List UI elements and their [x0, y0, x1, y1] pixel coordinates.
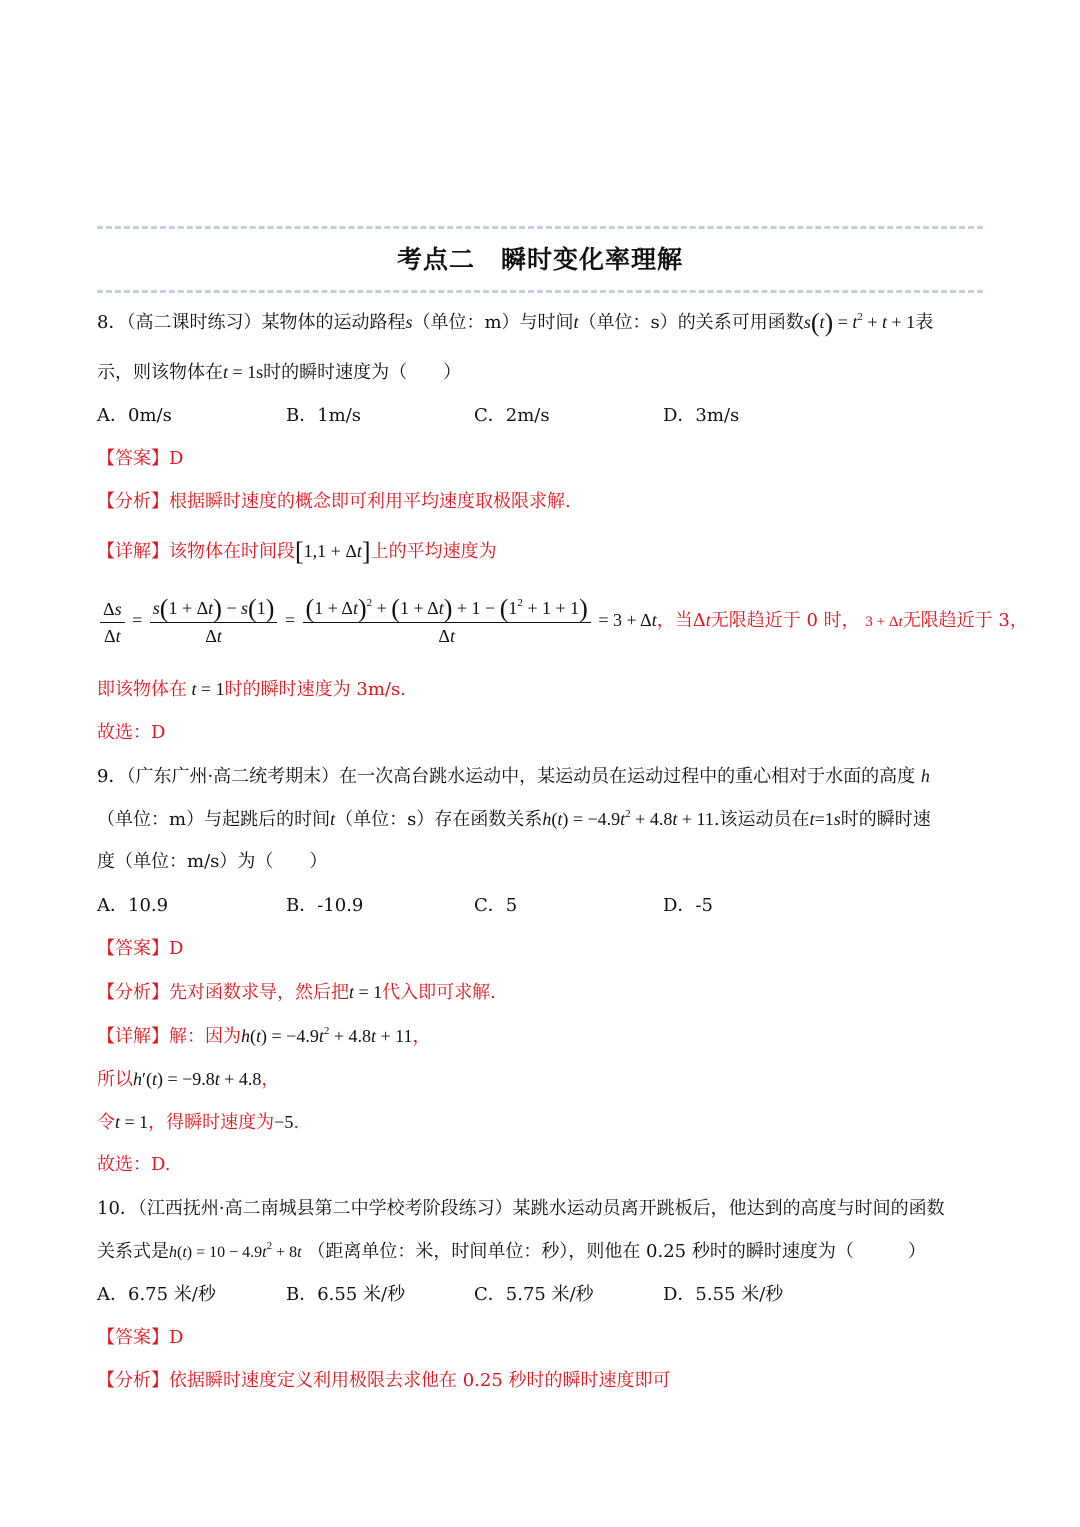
q9-stem-text: （单位：s）存在函数关系 — [335, 809, 543, 830]
q8-function: $s(t) = t^2 + t + 1$ — [803, 308, 916, 337]
q8-detail — [97, 538, 983, 565]
bottom-divider — [97, 290, 983, 293]
q8-detail-text: 【详解】该物体在时间段 — [97, 541, 295, 562]
q8-option-a: A．0m/s — [97, 405, 172, 426]
q10-option-b: B．6.55 米/秒 — [286, 1284, 406, 1305]
q9-detail-text: ， — [412, 1026, 431, 1047]
q9-stem-text: .该运动员在 — [713, 809, 810, 830]
q9-option-c: C．5 — [474, 895, 518, 916]
q9-stem-text: 时的瞬时速 — [840, 809, 931, 830]
q9-stem-line2: （单位：m）与起跳后的时间t（单位：s）存在函数关系$h(t) = -4.9t^2 + 4.8t + 11$.该运动员在t=1s时的瞬时速 — [97, 808, 931, 830]
section-title: 考点二 瞬时变化率理解 — [396, 245, 683, 274]
q9-step3: 令t = 1，得瞬时速度为−5. — [97, 1112, 300, 1133]
q9-choice: 故选：D. — [97, 1154, 171, 1175]
q8-stem-text: 8．（高二课时练习）某物体的运动路程 — [97, 312, 406, 333]
q9-option-b: B．-10.9 — [286, 895, 364, 916]
q8-stem-text: 时的瞬时速度为（ ） — [263, 362, 462, 383]
q8-interval: [1,1 + Δt] — [295, 537, 371, 566]
q10-stem-line1: 10．（江西抚州·高二南城县第二中学校考阶段练习）某跳水运动员离开跳板后，他达到的高度与时间的函数 — [97, 1198, 945, 1219]
q9-function: $h(t) = -4.9t^2 + 4.8t + 11$ — [542, 808, 714, 829]
q9-step-text: 令 — [97, 1112, 115, 1133]
q10-option-a: A．6.75 米/秒 — [97, 1284, 216, 1305]
q8-stem-text: （单位：s）的关系可用函数 — [578, 312, 804, 333]
q9-analysis-text: 代入即可求解. — [382, 982, 496, 1003]
q9-stem-line1: 9．（广东广州·高二统考期末）在一次高台跳水运动中，某运动员在运动过程中的重心相对于水面的高度 h — [97, 766, 930, 787]
q10-stem-line2 — [97, 1239, 983, 1266]
frac-avg-velocity: $\frac{\Delta s}{\Delta t}$ — [100, 596, 125, 649]
q8-formula: $\frac{\Delta s}{\Delta t}$ = $\frac{s(1 + \Delta t) - s(1)}{\Delta t}$ = $\frac{(1 + \Delta t)^2 + (1 + \Delta t) + 1 - (1^2 + 1 + 1)}{\Delta t}$ = 3 + Δt，当Δt无限趋近于 0 时， 3 + Δt无限趋近于 3， — [97, 595, 1028, 649]
q10-answer: 【答案】D — [97, 1327, 184, 1348]
q10-stem-text: 关系式是 — [97, 1241, 169, 1262]
q9-analysis-text: 【分析】先对函数求导，然后把 — [97, 982, 349, 1003]
q8-detail-text: 上的平均速度为 — [370, 541, 497, 562]
q9-step-text: . — [293, 1112, 300, 1133]
q9-detail: 【详解】解：因为$h(t) = -4.9t^2 + 4.8t + 11$， — [97, 1025, 431, 1047]
q8-option-d: D．3m/s — [663, 405, 740, 426]
q10-stem-text: （距离单位：米，时间单位：秒），则他在 0.25 秒时的瞬时速度为（ ） — [307, 1241, 926, 1262]
q10-option-d: D．5.55 米/秒 — [663, 1284, 784, 1305]
q8-stem-line1: 8．（高二课时练习）某物体的运动路程s（单位：m）与时间t（单位：s）的关系可用函数$s(t) = t^2 + t + 1$表 — [97, 308, 934, 337]
q9-answer: 【答案】D — [97, 938, 184, 959]
q8-stem-text: （单位：m）与时间 — [412, 312, 574, 333]
frac-difference-quotient: $\frac{s(1 + \Delta t) - s(1)}{\Delta t}$ — [150, 595, 278, 649]
q8-time: t = 1s — [223, 362, 264, 382]
q8-conclusion-text: 时的瞬时速度为 3m/s. — [224, 679, 406, 700]
q9-stem-text: （单位：m）与起跳后的时间 — [97, 809, 331, 830]
q8-limit-note: ，当Δt无限趋近于 0 时， 3 + Δt无限趋近于 3， — [656, 610, 1028, 632]
q8-answer: 【答案】D — [97, 448, 184, 469]
q8-choice: 故选：D — [97, 722, 166, 743]
q9-stem-line3: 度（单位：m/s）为（ ） — [97, 851, 328, 872]
q9-analysis: 【分析】先对函数求导，然后把t = 1代入即可求解. — [97, 982, 496, 1003]
q9-stem-text: 9．（广东广州·高二统考期末）在一次高台跳水运动中，某运动员在运动过程中的重心相对于水面的高度 — [97, 766, 916, 787]
q9-option-d: D．-5 — [663, 895, 713, 916]
q9-detail-text: 【详解】解：因为 — [97, 1026, 241, 1047]
q8-option-b: B．1m/s — [286, 405, 362, 426]
q8-stem-line2 — [97, 359, 983, 386]
q8-analysis: 【分析】根据瞬时速度的概念即可利用平均速度取极限求解. — [97, 491, 571, 512]
q9-step2: 所以h′(t) = −9.8t + 4.8， — [97, 1069, 280, 1090]
q9-step-text: ， — [261, 1069, 280, 1090]
q8-stem-text: 表 — [915, 312, 934, 333]
q8-stem-text: 示，则该物体在 — [97, 362, 223, 383]
q9-step-text: 所以 — [97, 1069, 133, 1090]
q8-time: t = 1 — [191, 679, 225, 699]
q9-option-a: A．10.9 — [97, 895, 169, 916]
q10-analysis: 【分析】依据瞬时速度定义利用极限去求他在 0.25 秒时的瞬时速度即可 — [97, 1370, 671, 1391]
q10-option-c: C．5.75 米/秒 — [474, 1284, 594, 1305]
q9-step-text: ，得瞬时速度为 — [148, 1112, 275, 1133]
q10-function: $h(t) = 10 - 4.9t^2 + 8t$ — [169, 1240, 302, 1261]
q8-conclusion — [97, 676, 983, 703]
top-divider — [97, 226, 983, 229]
frac-expanded: $\frac{(1 + \Delta t)^2 + (1 + \Delta t) + 1 - (1^2 + 1 + 1)}{\Delta t}$ — [303, 595, 591, 649]
q8-option-c: C．2m/s — [474, 405, 550, 426]
q8-conclusion-text: 即该物体在 — [97, 679, 187, 700]
